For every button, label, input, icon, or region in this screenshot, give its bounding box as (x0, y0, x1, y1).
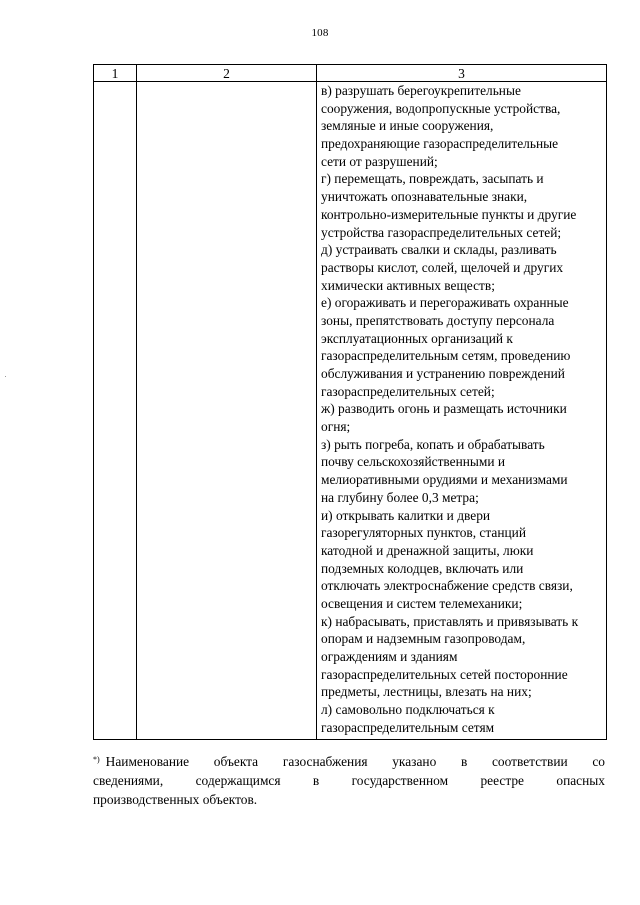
footnote-marker: *) (93, 755, 100, 764)
text-line: огня; (321, 419, 351, 435)
table-header-row (94, 65, 607, 82)
footnote-word-text: Наименование (105, 754, 190, 769)
text-line: отключать электроснабжение средств связи, (321, 578, 573, 594)
footnote-line-2 (93, 771, 605, 790)
text-line: газораспределительным сетям, проведению (321, 348, 571, 364)
footnote-word: реестре (480, 773, 524, 788)
table-cell-col1 (94, 82, 137, 740)
text-line: обслуживания и устранению повреждений (321, 366, 565, 381)
text-line: з) рыть погреба, копать и обрабатывать (321, 436, 545, 452)
text-line: газораспределительных сетей посторонние (321, 666, 568, 682)
table-cell-col2 (137, 82, 317, 740)
text-line: газораспределительных сетей; (321, 383, 495, 399)
text-line: д) устраивать свалки и склады, разливать (321, 242, 557, 258)
text-line: освещения и систем телемеханики; (321, 595, 523, 611)
footnote-word: производственных объектов. (93, 792, 258, 807)
text-line: мелиоративными орудиями и механизмами (321, 472, 568, 488)
text-line: почву сельскохозяйственными и (321, 454, 506, 470)
table-cell-col3 (317, 82, 607, 740)
text-line: химически активных веществ; (321, 277, 495, 293)
footnote-word: объекта (213, 754, 259, 769)
text-line: к) набрасывать, приставлять и привязывать к (321, 613, 579, 629)
text-line: в) разрушать берегоукрепительные (321, 83, 521, 98)
footnote-word: со (592, 754, 605, 769)
text-line: ж) разводить огонь и размещать источники (321, 401, 567, 417)
footnote-word: сведениями, (93, 773, 164, 788)
text-line: земляные и иные сооружения, (321, 118, 494, 134)
text-line: растворы кислот, солей, щелочей и других (321, 259, 564, 275)
column-header-1: 1 (94, 65, 137, 82)
text-line: газорегуляторных пунктов, станций (321, 525, 527, 541)
text-line: на глубину более 0,3 метра; (321, 489, 479, 505)
text-line: катодной и дренажной защиты, люки (321, 542, 534, 558)
footnote-word: соответствии (491, 754, 568, 769)
column-header-3: 3 (317, 65, 607, 82)
footnote (93, 752, 605, 809)
text-line: л) самовольно подключаться к (321, 702, 495, 718)
document-table (93, 64, 607, 740)
text-line: ограждениям и зданиям (321, 649, 458, 664)
column-header-2: 2 (137, 65, 317, 82)
text-line: устройства газораспределительных сетей; (321, 224, 562, 240)
text-line: г) перемещать, повреждать, засыпать и (321, 171, 544, 187)
text-line: эксплуатационных организаций к (321, 330, 513, 346)
text-line: е) огораживать и перегораживать охранные (321, 295, 569, 311)
text-line: подземных колодцев, включать или (321, 560, 524, 576)
footnote-word (93, 752, 189, 771)
footnote-word: государственном (351, 773, 449, 788)
footnote-word: в (460, 754, 468, 769)
footnote-word: опасных (556, 773, 605, 788)
text-line: уничтожать опознавательные знаки, (321, 189, 528, 205)
scan-artifact (5, 376, 6, 377)
text-line: опорам и надземным газопроводам, (321, 631, 526, 647)
table-row (94, 82, 607, 740)
text-line: предохраняющие газораспределительные (321, 136, 559, 152)
footnote-word: в (312, 773, 320, 788)
text-line: зоны, препятствовать доступу персонала (321, 312, 555, 328)
text-line: предметы, лестницы, влезать на них; (321, 684, 532, 700)
text-line: контрольно-измерительные пункты и другие (321, 206, 577, 222)
page-number: 108 (311, 27, 329, 39)
footnote-line-1 (93, 752, 605, 771)
text-line: газораспределительным сетям (321, 719, 495, 735)
footnote-word: указано (392, 754, 437, 769)
footnote-word: газоснабжения (282, 754, 368, 769)
text-line: сооружения, водопропускные устройства, (321, 100, 561, 116)
footnote-line-3 (93, 790, 605, 809)
footnote-word: содержащимся (195, 773, 281, 788)
text-line: и) открывать калитки и двери (321, 507, 491, 523)
text-line: сети от разрушений; (321, 153, 438, 169)
